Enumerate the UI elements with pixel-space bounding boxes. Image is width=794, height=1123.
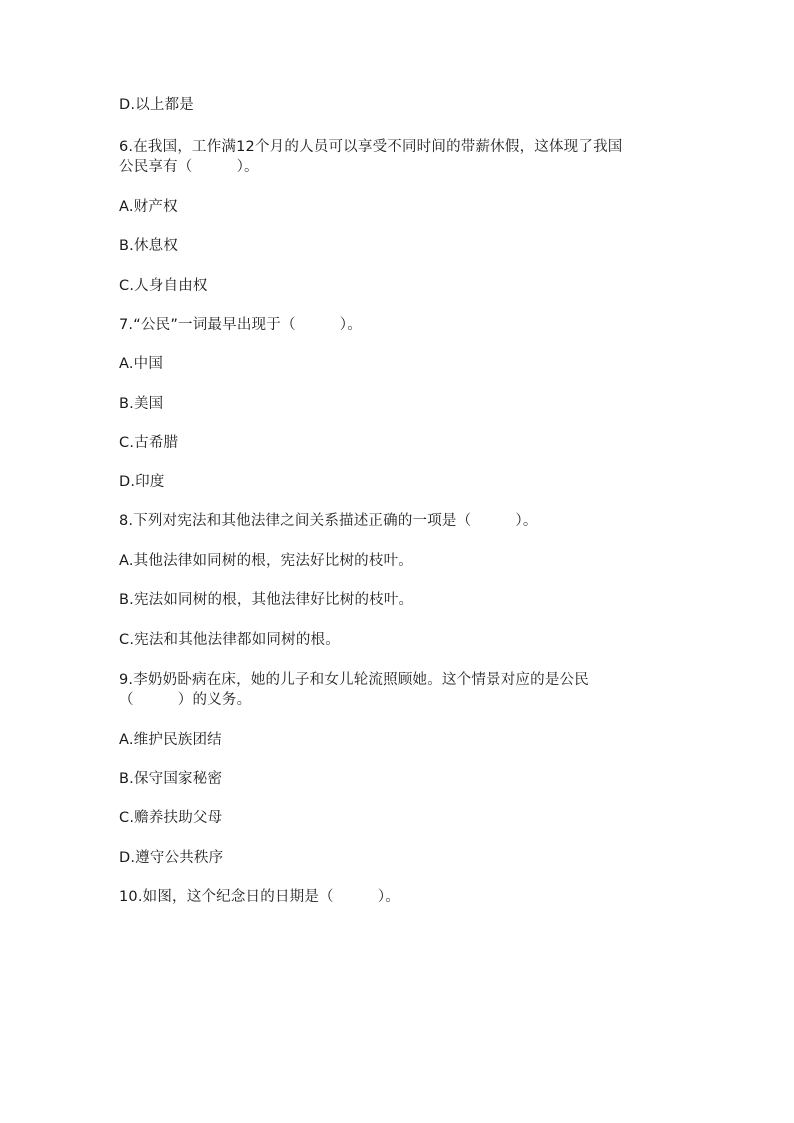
q9-option-d: D.遵守公共秩序 [119, 850, 224, 866]
q9-stem [119, 670, 679, 710]
q7-option-d: D.印度 [119, 474, 165, 490]
q7-stem: 7.“公民”一词最早出现于（ ）。 [119, 317, 362, 333]
q5-option-d: D.以上都是 [119, 97, 194, 113]
q9-option-a: A.维护民族团结 [119, 732, 222, 748]
q8-option-b: B.宪法如同树的根，其他法律好比树的枝叶。 [119, 592, 414, 608]
q9-option-b: B.保守国家秘密 [119, 771, 223, 787]
q8-stem: 8.下列对宪法和其他法律之间关系描述正确的一项是（ ）。 [119, 513, 538, 529]
q6-option-c: C.人身自由权 [119, 278, 208, 294]
q7-option-b: B.美国 [119, 396, 164, 412]
q6-stem [119, 137, 679, 177]
q9-stem-line-1: 9.李奶奶卧病在床，她的儿子和女儿轮流照顾她。这个情景对应的是公民 [119, 672, 589, 688]
q6-option-a: A.财产权 [119, 199, 178, 215]
q7-option-a: A.中国 [119, 356, 164, 372]
q10-stem: 10.如图，这个纪念日的日期是（ ）。 [119, 889, 401, 905]
q8-option-c: C.宪法和其他法律都如同树的根。 [119, 632, 340, 648]
q9-option-c: C.赡养扶助父母 [119, 810, 223, 826]
q7-option-c: C.古希腊 [119, 435, 179, 451]
q6-stem-line-2: 公民享有（ ）。 [119, 159, 259, 175]
q9-stem-line-2: （ ）的义务。 [119, 692, 252, 708]
q6-option-b: B.休息权 [119, 238, 179, 254]
q6-stem-line-1: 6.在我国，工作满12个月的人员可以享受不同时间的带薪休假，这体现了我国 [119, 139, 623, 155]
q8-option-a: A.其他法律如同树的根，宪法好比树的枝叶。 [119, 553, 413, 569]
